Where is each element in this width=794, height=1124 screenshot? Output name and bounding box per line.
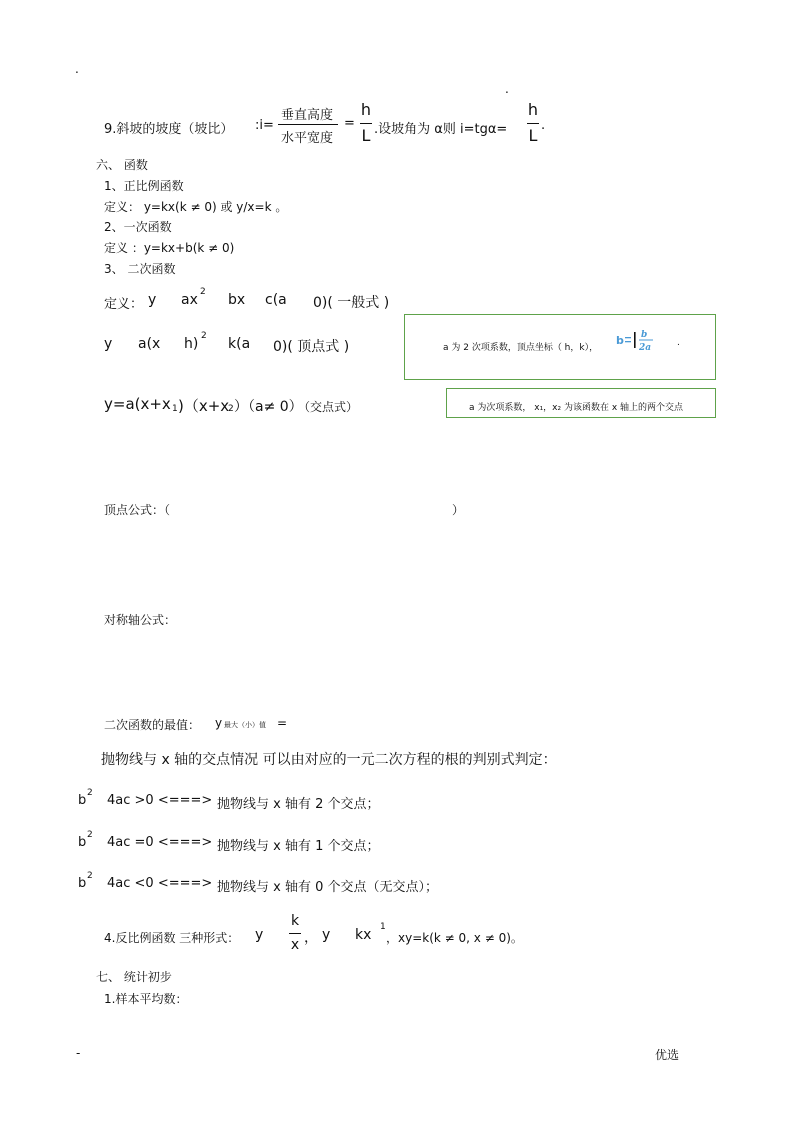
general-form-c: c(a [265,292,287,308]
slope-denominator: 水平宽度 [280,131,333,146]
case-result: 抛物线与 x 轴有 0 个交点（无交点）； [217,880,438,895]
slope-h-bar [360,123,372,124]
inverse-y1: y [255,927,264,943]
vertex-form-rest: 0)( 顶点式 ) [273,339,350,355]
slope-end: . [541,118,546,133]
extreme-y: y [215,716,223,730]
extreme-sub: 最大（小）值 [224,721,266,729]
vertex-form-k: k(a [228,336,251,352]
vertex-note-end: . [677,338,680,348]
item2-title: 2、一次函数 [104,220,172,234]
inverse-exponent: 1 [380,922,386,932]
vertex-form-square: 2 [201,331,207,341]
slope-L2: L [528,126,538,145]
general-form-bx: bx [228,292,246,308]
slope-h2-bar [527,123,539,124]
inverse-x: x [290,937,300,953]
section7-title: 七、 统计初步 [96,970,172,984]
case-result: 抛物线与 x 轴有 1 个交点； [217,839,380,854]
vertex-formula-label: 顶点公式：（ [104,503,171,517]
item1-definition: 定义： y=kx(k ≠ 0) 或 y/x=k 。 [104,200,288,214]
section7-item1: 1.样本平均数： [104,992,188,1006]
case-b: b [78,835,87,850]
svg-text:2a: 2a [639,343,652,353]
intercept-note-text: a 为次项系数， x₁，x₂ 为该函数在 x 轴上的两个交点 [469,403,684,413]
svg-text:b: b [616,334,624,347]
extreme-label: 二次函数的最值： [104,718,201,732]
case-square: 2 [87,871,93,881]
intercept-form-mid: )（x+x [178,397,230,415]
inverse-y2: y [322,927,331,943]
case-expr: 4ac <0 <===> [107,876,213,891]
slope-fraction-bar [278,124,338,125]
case-square: 2 [87,788,93,798]
footer-left: - [76,1046,81,1060]
inverse-label: 4.反比例函数 三种形式： [104,931,240,945]
general-form-y: y [148,292,157,308]
inverse-rest: ，xy=k(k ≠ 0, x ≠ 0)。 [386,931,523,945]
page-dot-right: . [505,82,509,96]
slope-prefix: 9.斜坡的坡度（坡比） [104,122,234,137]
general-form-square: 2 [200,287,206,297]
slope-equals: = [344,116,355,131]
intercept-form-sub2: 2 [228,404,234,414]
slope-middle: .设坡角为 α则 i=tgα= [374,122,508,137]
slope-i-eq: :i= [255,118,274,133]
slope-L: L [361,126,371,145]
item1-title: 1、正比例函数 [104,179,184,193]
vertex-form-y: y [104,336,113,352]
case-b: b [78,876,87,891]
inverse-comma: ， [304,930,318,946]
case-expr: 4ac >0 <===> [107,793,213,808]
extreme-eq: = [277,716,288,730]
vertex-form-h: h) [184,336,199,352]
item2-definition: 定义 ：y=kx+b(k ≠ 0) [104,241,235,255]
general-form-ax: ax [181,292,198,308]
slope-h: h [360,100,372,119]
discriminant-intro: 抛物线与 x 轴的交点情况 可以由对应的一元二次方程的根的判别式判定： [101,752,557,768]
intercept-form-sub1: 1 [172,404,178,414]
vertex-form-a: a(x [138,336,161,352]
slope-h2: h [527,100,539,119]
axis-formula-label: 对称轴公式： [104,613,177,627]
intercept-form-main: y=a(x+x [104,395,171,413]
page-dot-left: . [75,62,79,76]
intercept-form-end: ）（a≠ 0） [234,399,303,415]
inverse-kx: kx [355,927,372,943]
case-expr: 4ac =0 <===> [107,835,213,850]
intercept-form-label: （交点式） [298,400,359,414]
inverse-fraction-bar [289,933,301,934]
section6-title: 六、 函数 [96,158,148,172]
axis-formula-image [615,325,663,355]
svg-text:b: b [641,330,648,340]
item3-title: 3、 二次函数 [104,262,176,276]
vertex-formula-close: ） [452,503,465,517]
general-form-rest: 0)( 一般式 ) [313,295,390,311]
vertex-note-text: a 为 2 次项系数，顶点坐标（ h，k）， [443,343,599,353]
slope-numerator: 垂直高度 [280,108,333,123]
inverse-k: k [290,913,300,929]
general-form-label: 定义： [104,297,144,312]
case-b: b [78,793,87,808]
case-square: 2 [87,830,93,840]
footer-right: 优选 [655,1048,680,1062]
case-result: 抛物线与 x 轴有 2 个交点； [217,797,380,812]
